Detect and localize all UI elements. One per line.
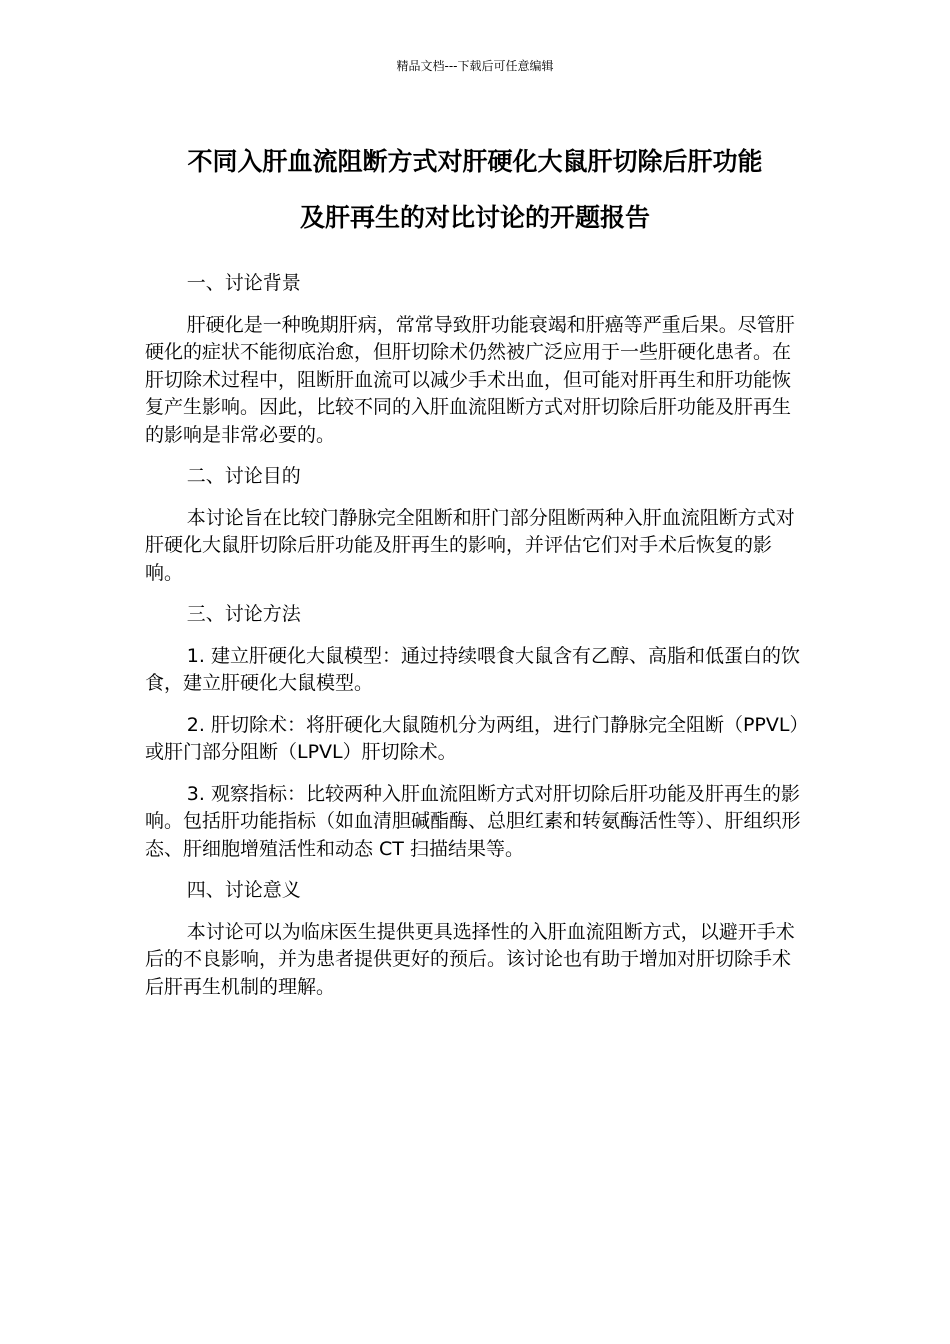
method-item: 2. 肝切除术：将肝硬化大鼠随机分为两组，进行门静脉完全阻断（PPVL）或肝门部分阻断（LPVL）肝切除术。 — [145, 713, 799, 763]
section-text-background: 肝硬化是一种晚期肝病，常常导致肝功能衰竭和肝癌等严重后果。尽管肝硬化的症状不能彻底治愈，但肝切除术仍然被广泛应用于一些肝硬化患者。在肝切除术过程中，阻断肝血流可以减少手术出血，但可能对肝再生和肝功能恢复产生影响。因此，比较不同的入肝血流阻断方式对肝切除后肝功能及肝再生的影响是非常必要的。 — [145, 313, 795, 446]
section-heading-method: 三、讨论方法 — [186, 603, 301, 625]
section-heading-purpose: 二、讨论目的 — [186, 465, 301, 487]
section-heading-significance: 四、讨论意义 — [186, 879, 301, 901]
header-note: 精品文档---下载后可任意编辑 — [396, 59, 554, 73]
section-text-significance: 本讨论可以为临床医生提供更具选择性的入肝血流阻断方式，以避开手术后的不良影响，并为患者提供更好的预后。该讨论也有助于增加对肝切除手术后肝再生机制的理解。 — [145, 920, 795, 998]
section-text-purpose: 本讨论旨在比较门静脉完全阻断和肝门部分阻断两种入肝血流阻断方式对肝硬化大鼠肝切除后肝功能及肝再生的影响，并评估它们对手术后恢复的影响。 — [145, 506, 795, 584]
method-item: 1. 建立肝硬化大鼠模型：通过持续喂食大鼠含有乙醇、高脂和低蛋白的饮食，建立肝硬化大鼠模型。 — [145, 644, 800, 694]
method-item: 3. 观察指标：比较两种入肝血流阻断方式对肝切除后肝功能及肝再生的影响。包括肝功能指标（如血清胆碱酯酶、总胆红素和转氨酶活性等）、肝组织形态、肝细胞增殖活性和动态 CT 扫描结果等。 — [145, 782, 801, 860]
section-heading-background: 一、讨论背景 — [186, 272, 301, 294]
title-line-2: 及肝再生的对比讨论的开题报告 — [299, 203, 650, 232]
document-title — [140, 134, 810, 246]
document-body — [145, 270, 805, 1015]
title-line-1: 不同入肝血流阻断方式对肝硬化大鼠肝切除后肝功能 — [187, 147, 763, 176]
